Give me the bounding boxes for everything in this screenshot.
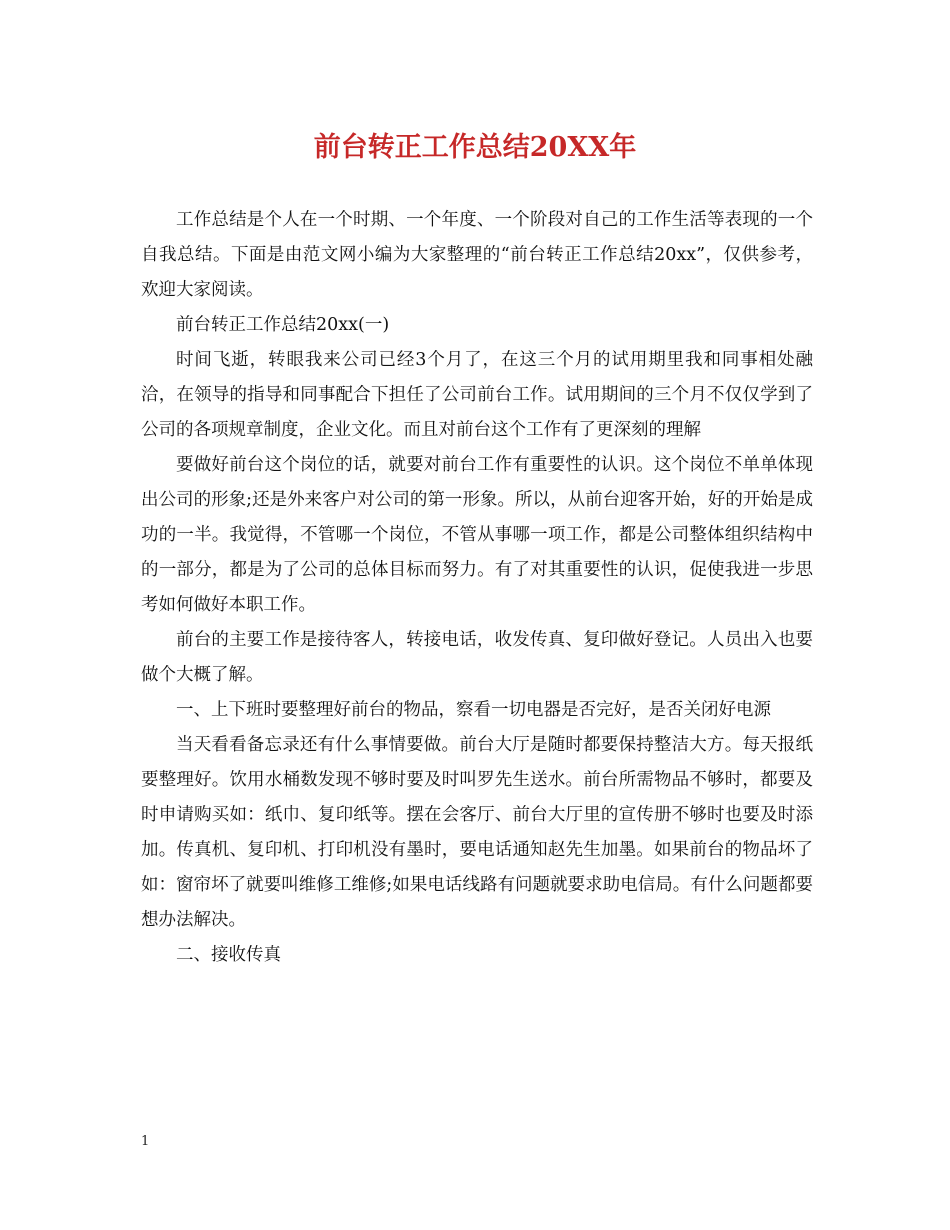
paragraph-section-heading: 前台转正工作总结20xx(一) <box>176 315 390 335</box>
paragraph-item-two: 二、接收传真 <box>176 945 281 965</box>
paragraph-main-duties: 前台的主要工作是接待客人，转接电话，收发传真、复印做好登记。人员出入也要做个大概了解。 <box>141 630 813 685</box>
document-title: 前台转正工作总结20XX年 <box>313 132 637 163</box>
document-body <box>141 203 813 973</box>
paragraph-daily-tasks: 当天看看备忘录还有什么事情要做。前台大厅是随时都要保持整洁大方。每天报纸要整理好。饮用水桶数发现不够时要及时叫罗先生送水。前台所需物品不够时，都要及时申请购买如：纸巾、复印纸等。摆在会客厅、前台大厅里的宣传册不够时也要及时添加。传真机、复印机、打印机没有墨时，要电话通知赵先生加墨。如果前台的物品坏了如：窗帘坏了就要叫维修工维修;如果电话线路有问题就要求助电信局。有什么问题都要想办法解决。 <box>141 735 813 930</box>
page-number: 1 <box>141 1134 150 1149</box>
paragraph-importance: 要做好前台这个岗位的话，就要对前台工作有重要性的认识。这个岗位不单单体现出公司的形象;还是外来客户对公司的第一形象。所以，从前台迎客开始，好的开始是成功的一半。我觉得，不管哪一个岗位，不管从事哪一项工作，都是公司整体组织结构中的一部分，都是为了公司的总体目标而努力。有了对其重要性的认识，促使我进一步思考如何做好本职工作。 <box>141 455 813 615</box>
paragraph-probation: 时间飞逝，转眼我来公司已经3个月了，在这三个月的试用期里我和同事相处融洽，在领导的指导和同事配合下担任了公司前台工作。试用期间的三个月不仅仅学到了公司的各项规章制度，企业文化。而且对前台这个工作有了更深刻的理解 <box>141 350 813 440</box>
paragraph-item-one: 一、上下班时要整理好前台的物品，察看一切电器是否完好，是否关闭好电源 <box>176 700 771 720</box>
paragraph-intro: 工作总结是个人在一个时期、一个年度、一个阶段对自己的工作生活等表现的一个自我总结。下面是由范文网小编为大家整理的“前台转正工作总结20xx”，仅供参考，欢迎大家阅读。 <box>141 210 813 300</box>
